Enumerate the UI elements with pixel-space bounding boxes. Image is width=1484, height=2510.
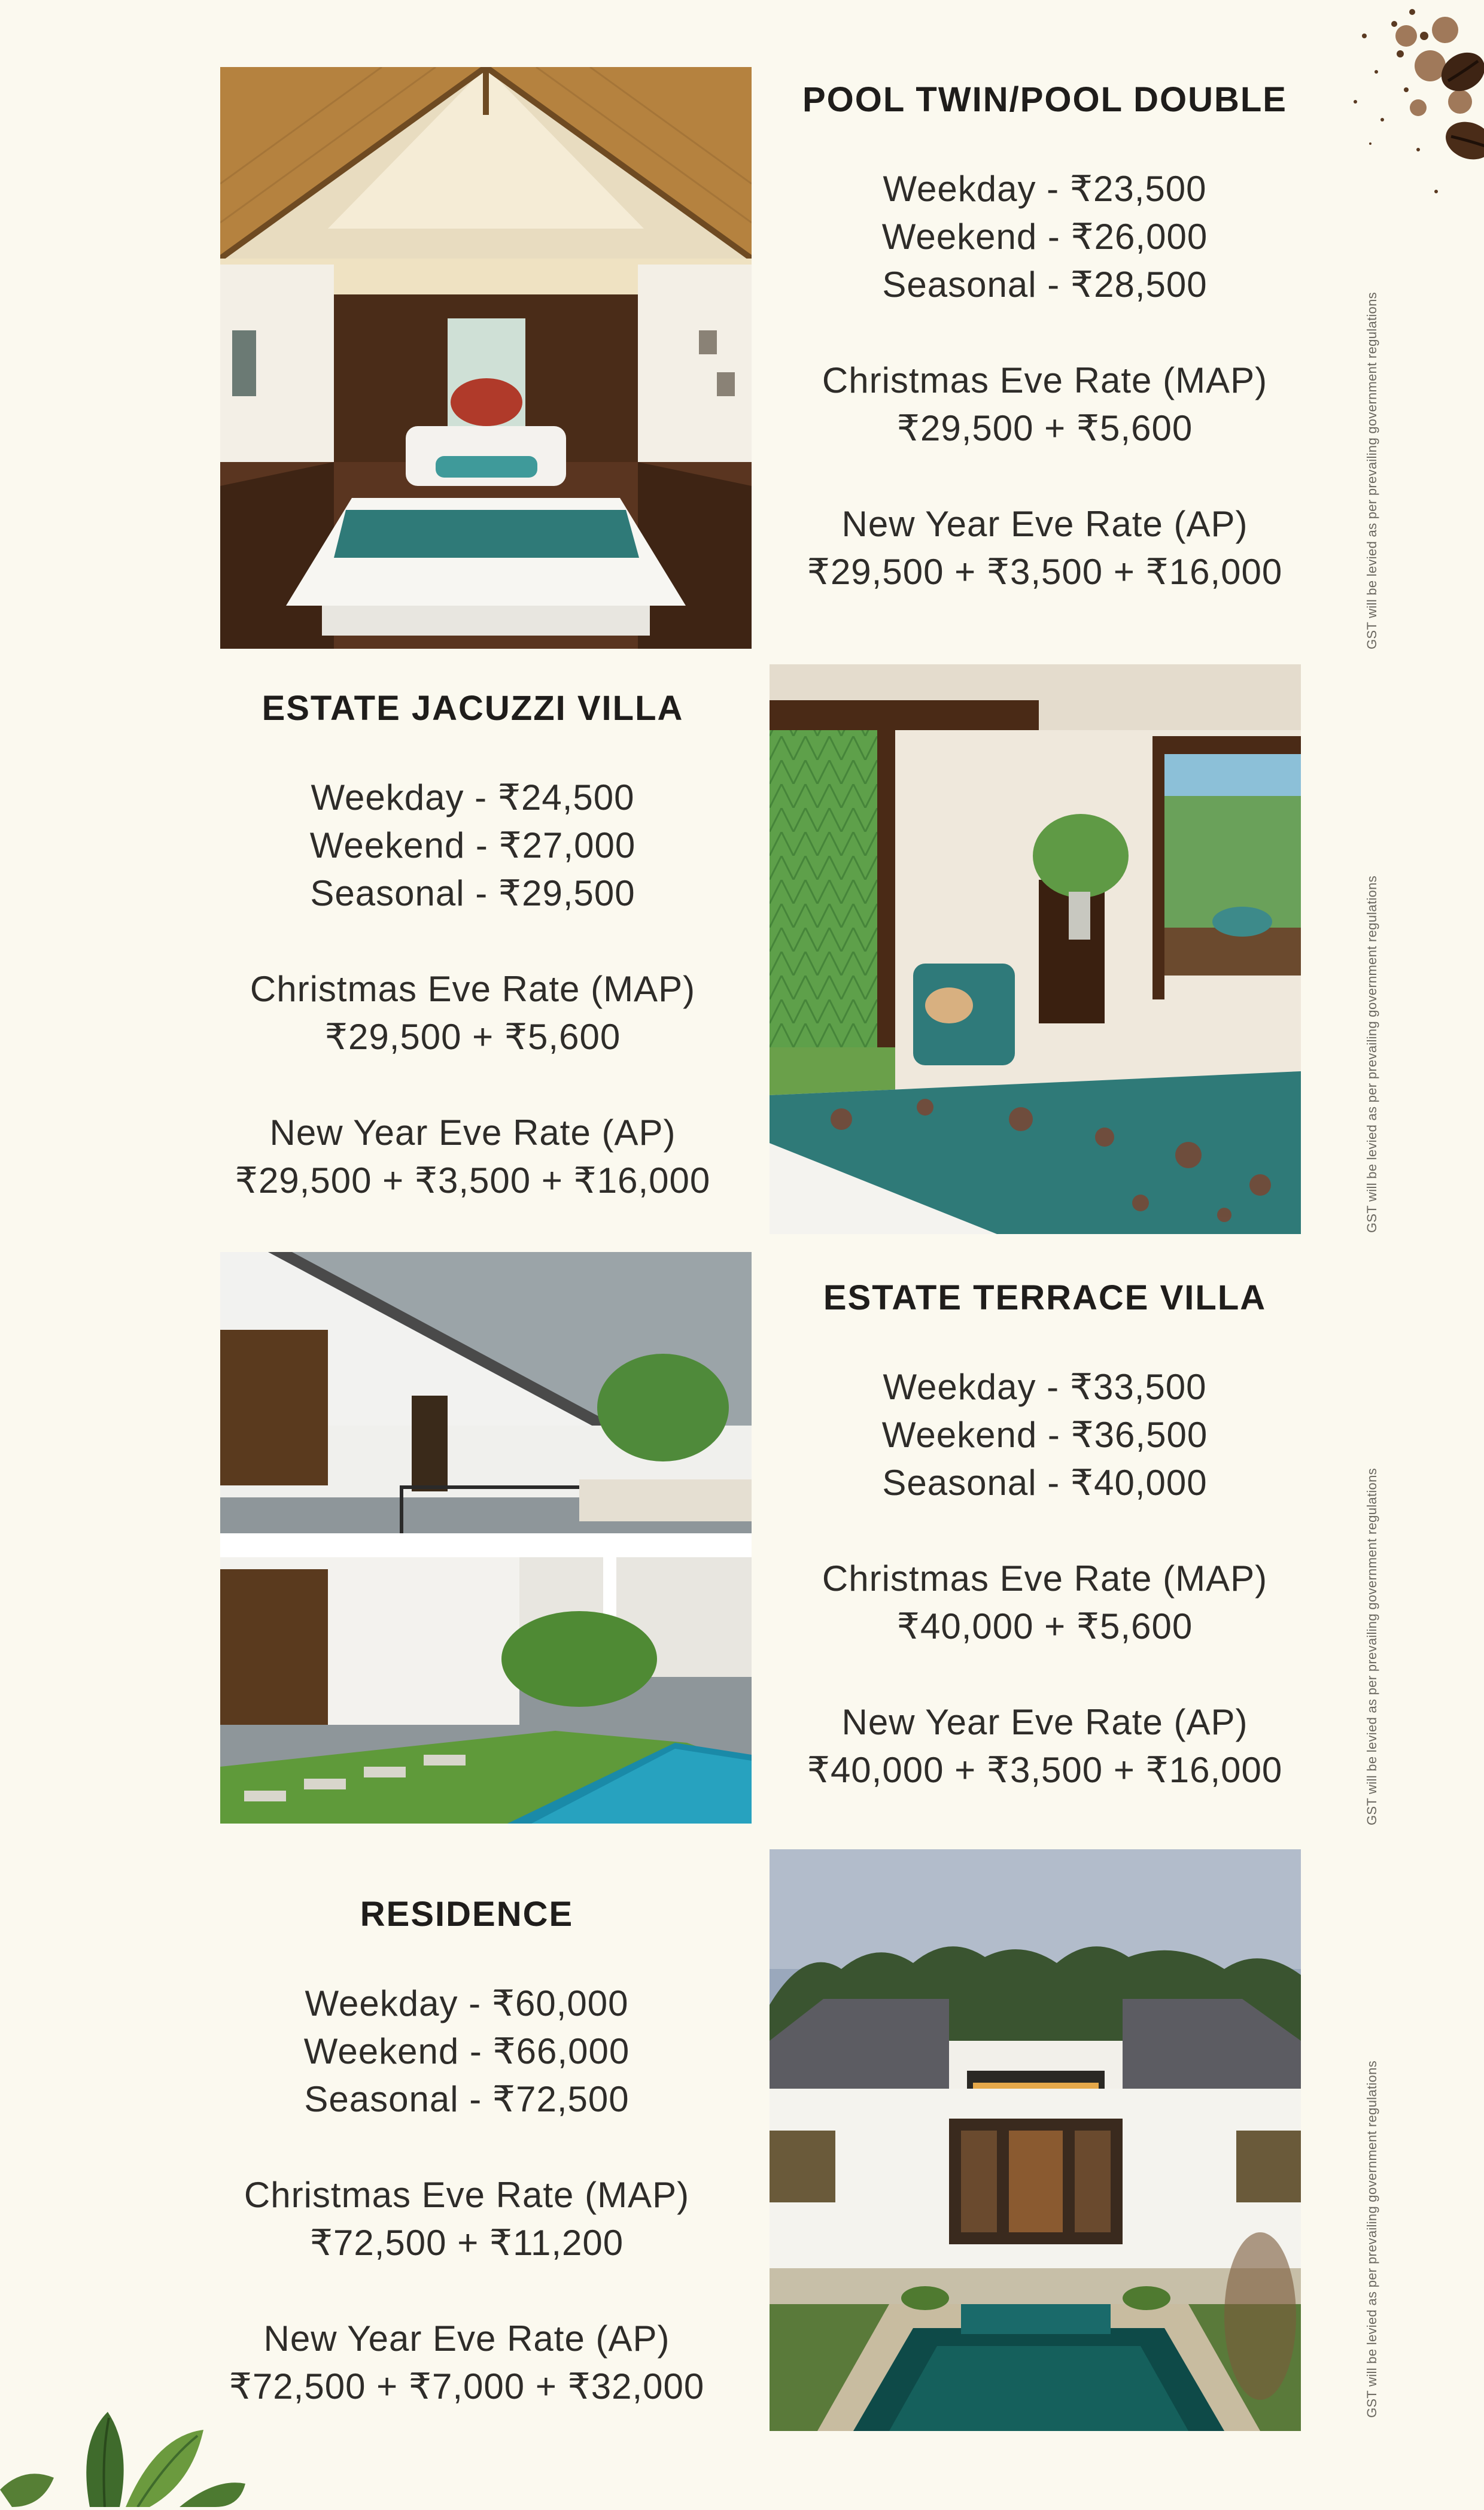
christmas-rate: ₹40,000 + ₹5,600: [896, 1606, 1193, 1646]
seasonal-rate: Seasonal - ₹29,500: [310, 873, 635, 913]
seasonal-rate: Seasonal - ₹40,000: [882, 1463, 1208, 1503]
weekend-rate: Weekend - ₹36,500: [881, 1415, 1208, 1455]
weekday-rate: Weekday - ₹24,500: [311, 777, 635, 818]
weekday-rate: Weekday - ₹60,000: [305, 1983, 629, 2023]
room-photo: [220, 67, 752, 649]
room-details-pool-twin: [776, 80, 1314, 596]
room-details-residence: [197, 1897, 736, 2411]
newyear-rate: ₹40,000 + ₹3,500 + ₹16,000: [807, 1750, 1283, 1790]
christmas-rate: ₹29,500 + ₹5,600: [324, 1017, 621, 1057]
weekday-rate: Weekday - ₹33,500: [883, 1367, 1207, 1407]
coffee-beans-icon: [1340, 0, 1484, 215]
seasonal-rate: Seasonal - ₹28,500: [882, 265, 1208, 305]
room-title: POOL TWIN/POOL DOUBLE: [802, 80, 1287, 119]
christmas-label: Christmas Eve Rate (MAP): [822, 1558, 1268, 1599]
seasonal-rate: Seasonal - ₹72,500: [304, 2079, 630, 2119]
weekend-rate: Weekend - ₹27,000: [309, 825, 636, 865]
weekday-rate: Weekday - ₹23,500: [883, 169, 1207, 209]
gst-note: GST will be levied as per prevailing government regulations: [1364, 292, 1379, 649]
room-title: ESTATE JACUZZI VILLA: [261, 689, 684, 728]
newyear-label: New Year Eve Rate (AP): [269, 1113, 676, 1153]
christmas-label: Christmas Eve Rate (MAP): [250, 969, 696, 1009]
room-photo: [220, 1252, 752, 1824]
room-title: RESIDENCE: [360, 1895, 574, 1934]
gst-note: GST will be levied as per prevailing government regulations: [1364, 1468, 1379, 1825]
newyear-rate: ₹72,500 + ₹7,000 + ₹32,000: [229, 2366, 705, 2406]
room-details-jacuzzi-villa: [203, 691, 742, 1205]
room-photo: [770, 664, 1301, 1234]
newyear-rate: ₹29,500 + ₹3,500 + ₹16,000: [235, 1160, 711, 1201]
christmas-label: Christmas Eve Rate (MAP): [822, 360, 1268, 400]
room-details-terrace-villa: [776, 1278, 1314, 1794]
weekend-rate: Weekend - ₹26,000: [881, 217, 1208, 257]
newyear-label: New Year Eve Rate (AP): [841, 504, 1248, 544]
gst-note: GST will be levied as per prevailing government regulations: [1364, 2061, 1379, 2418]
room-title: ESTATE TERRACE VILLA: [823, 1278, 1267, 1317]
christmas-rate: ₹29,500 + ₹5,600: [896, 408, 1193, 448]
newyear-label: New Year Eve Rate (AP): [263, 2318, 670, 2359]
christmas-label: Christmas Eve Rate (MAP): [244, 2175, 690, 2215]
newyear-label: New Year Eve Rate (AP): [841, 1702, 1248, 1742]
christmas-rate: ₹72,500 + ₹11,200: [309, 2223, 624, 2263]
newyear-rate: ₹29,500 + ₹3,500 + ₹16,000: [807, 552, 1283, 592]
weekend-rate: Weekend - ₹66,000: [303, 2031, 630, 2071]
gst-note: GST will be levied as per prevailing government regulations: [1364, 876, 1379, 1233]
room-photo: [770, 1849, 1301, 2431]
